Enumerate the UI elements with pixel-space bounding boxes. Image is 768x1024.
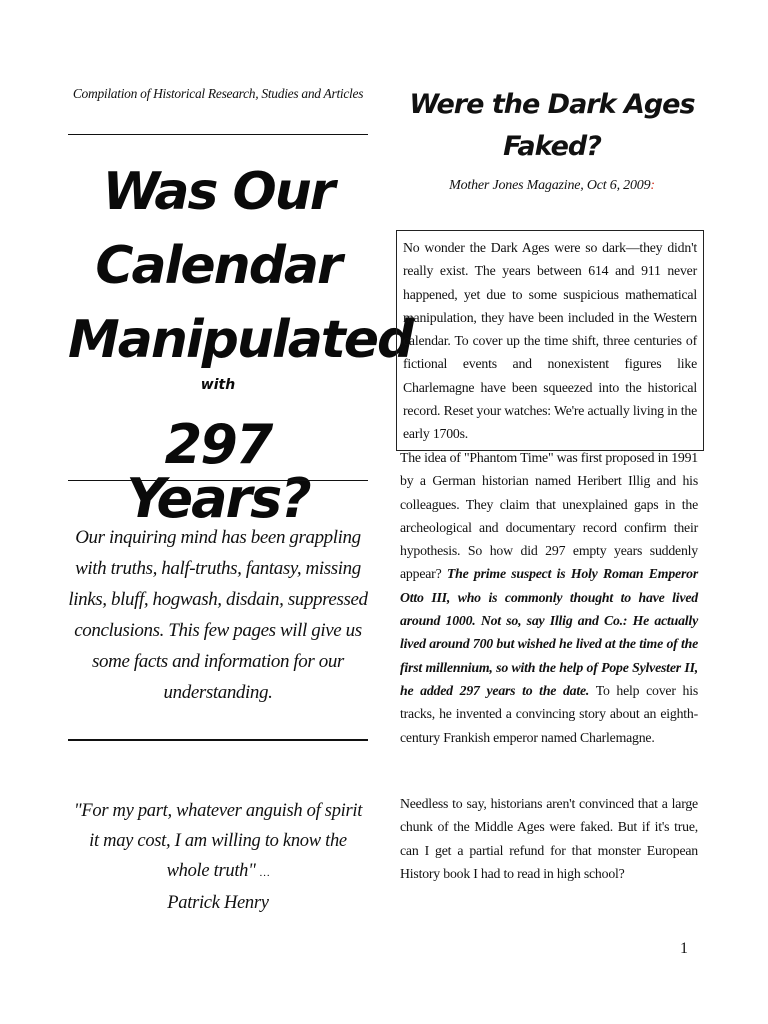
paragraph-phantom-time-emphasis: The prime suspect is Holy Roman Emperor Otto III, who is commonly thought to have lived around 1000. Not so, say Illig and Co.: He actually lived around 700 but wished he lived at the time of the first millennium, so with the help of Pope Sylvester II, he added 297 years to the date.	[400, 566, 698, 698]
paragraph-phantom-time	[400, 446, 698, 749]
quote-text: "For my part, whatever anguish of spirit it may cost, I am willing to know the whole truth"	[73, 801, 363, 881]
inquiry-paragraph: Our inquiring mind has been grappling with truths, half-truths, fantasy, missing links, bluff, hogwash, disdain, suppressed conclusions. This few pages will give us some facts and information for our understanding.	[68, 527, 368, 703]
quote-block	[68, 796, 368, 918]
source-colon: :	[650, 178, 655, 193]
divider-bottom	[68, 739, 368, 741]
main-title-line4: 297 Years?	[126, 413, 310, 530]
main-title-with: with	[200, 377, 236, 393]
article-title: Were the Dark Ages Faked?	[409, 89, 695, 162]
main-title-line1: Was Our	[102, 162, 334, 222]
main-title-line2: Calendar	[95, 236, 341, 296]
source-text: Mother Jones Magazine, Oct 6, 2009	[449, 178, 651, 193]
page-number: 1	[680, 940, 688, 957]
paragraph-conclusion: Needless to say, historians aren't convinced that a large chunk of the Middle Ages were faked. But if it's true, can I get a partial refund for that monster European History book I had to read in high school?	[400, 796, 698, 881]
divider-top	[68, 134, 368, 135]
main-title-line3: Manipulated	[68, 310, 413, 370]
paragraph-phantom-time-end: To help cover his tracks, he invented a convincing story about an eighth-century Frankish emperor named Charlemagne.	[400, 682, 699, 745]
divider-middle	[68, 480, 368, 481]
compilation-line: Compilation of Historical Research, Studies and Articles	[72, 86, 364, 101]
quote-ellipsis: …	[259, 867, 270, 879]
quote-author: Patrick Henry	[167, 893, 269, 913]
article-source	[398, 178, 706, 194]
paragraph-phantom-time-start: The idea of "Phantom Time" was first proposed in 1991 by a German historian named Heribert Illig and his colleagues. They claim that unexplained gaps in the archeological and documentary record confirm their hypothesis. So how did 297 empty years suddenly appear?	[400, 450, 698, 582]
boxed-intro: No wonder the Dark Ages were so dark—they didn't really exist. The years between 614 and 911 never happened, yet due to some suspicious mathematical manipulation, they have been included in the Western calendar. To cover up the time shift, three centuries of fictional events and nonexistent figures like Charlemagne have been squeezed into the historical record. Reset your watches: We're actually living in the early 1700s.	[396, 230, 704, 451]
